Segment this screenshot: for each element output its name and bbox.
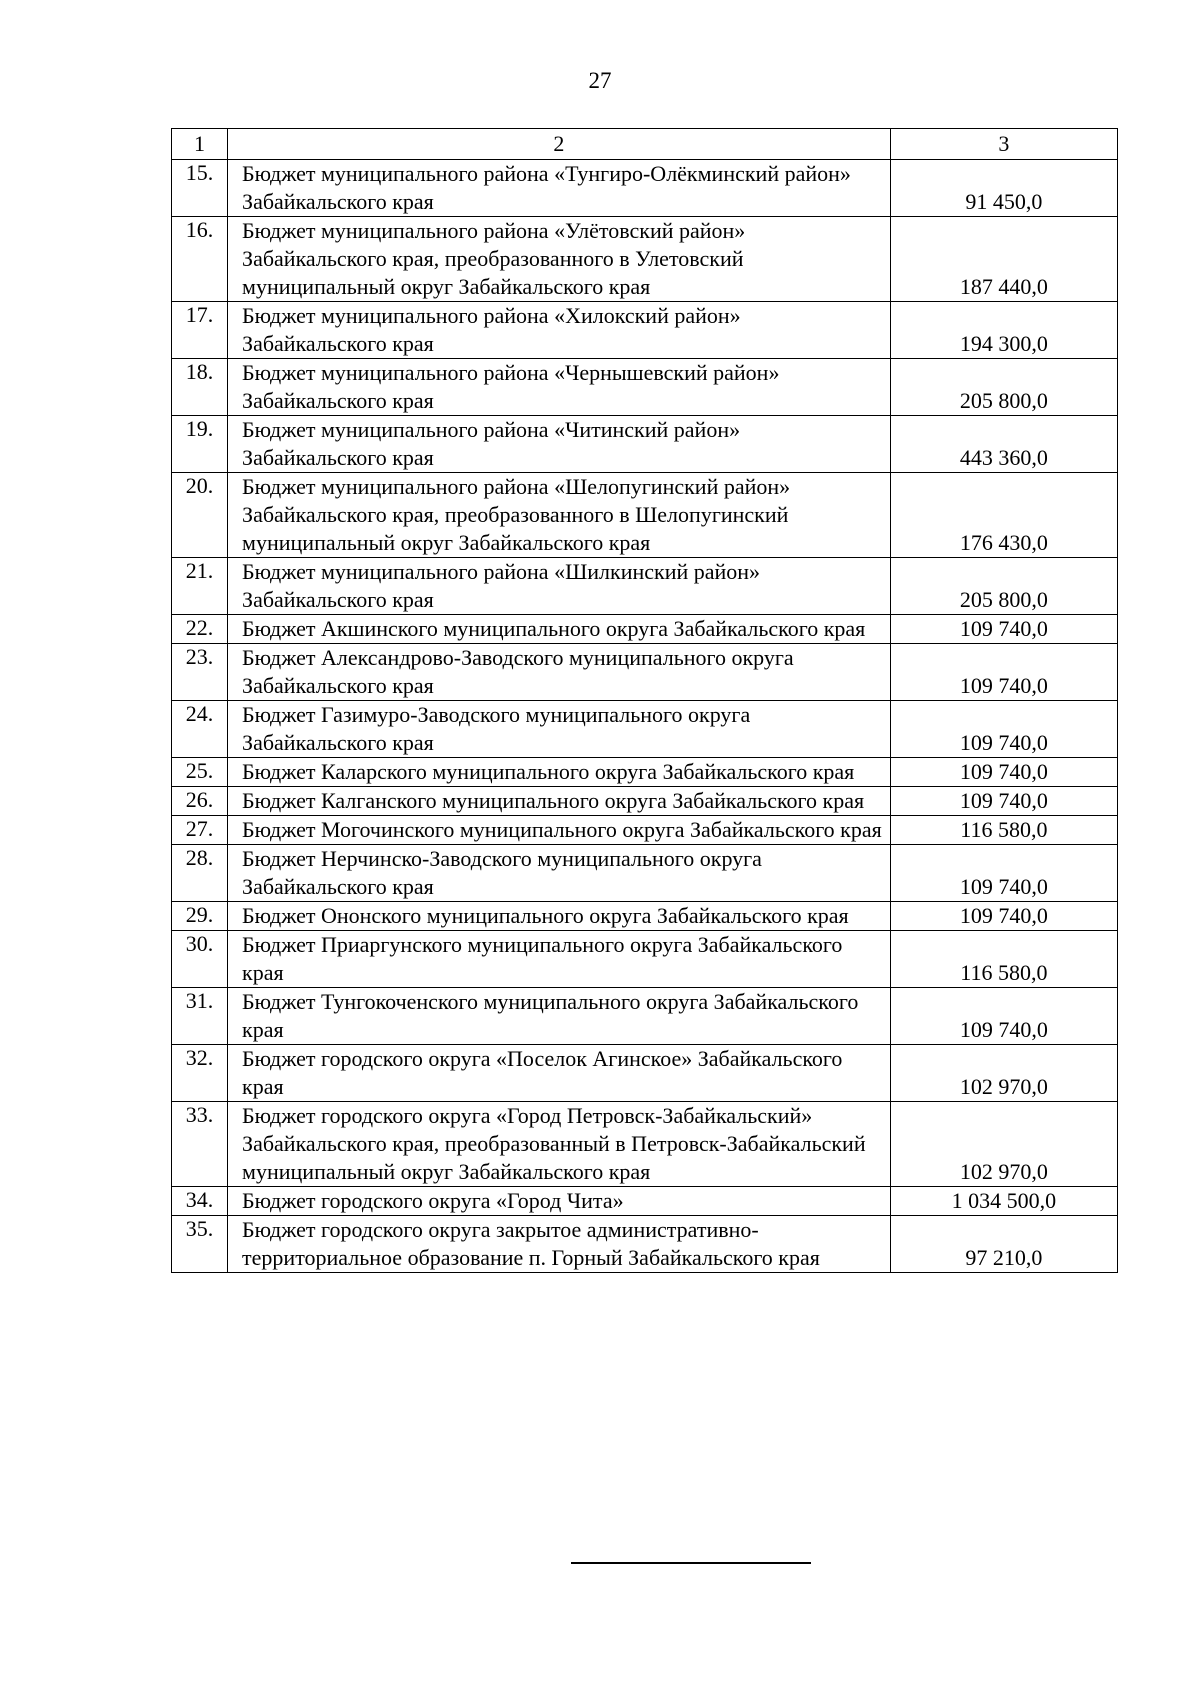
header-cell-amount: 3 [890, 129, 1117, 160]
table-row [172, 160, 1118, 217]
row-amount: 443 360,0 [890, 416, 1117, 473]
row-budget-name: Бюджет муниципального района «Шилкинский район» Забайкальского края [228, 558, 891, 615]
table-row [172, 816, 1118, 845]
row-number: 25. [172, 758, 228, 787]
row-number: 27. [172, 816, 228, 845]
table-row [172, 988, 1118, 1045]
row-budget-name: Бюджет городского округа «Город Чита» [228, 1187, 891, 1216]
row-number: 21. [172, 558, 228, 615]
row-amount: 102 970,0 [890, 1045, 1117, 1102]
row-amount: 109 740,0 [890, 701, 1117, 758]
table-row [172, 845, 1118, 902]
row-number: 24. [172, 701, 228, 758]
row-budget-name: Бюджет Акшинского муниципального округа Забайкальского края [228, 615, 891, 644]
row-number: 32. [172, 1045, 228, 1102]
row-number: 30. [172, 931, 228, 988]
row-budget-name: Бюджет городского округа «Город Петровск-Забайкальский» Забайкальского края, преобразованный в Петровск-Забайкальский муниципальный округ Забайкальского края [228, 1102, 891, 1187]
row-budget-name: Бюджет муниципального района «Чернышевский район» Забайкальского края [228, 359, 891, 416]
row-amount: 91 450,0 [890, 160, 1117, 217]
row-budget-name: Бюджет муниципального района «Тунгиро-Олёкминский район» Забайкальского края [228, 160, 891, 217]
row-budget-name: Бюджет муниципального района «Хилокский район» Забайкальского края [228, 302, 891, 359]
table-row [172, 902, 1118, 931]
row-number: 31. [172, 988, 228, 1045]
table-row [172, 1187, 1118, 1216]
table-row [172, 931, 1118, 988]
row-budget-name: Бюджет муниципального района «Улётовский район» Забайкальского края, преобразованного в Улетовский муниципальный округ Забайкальского края [228, 217, 891, 302]
header-cell-num: 1 [172, 129, 228, 160]
row-amount: 205 800,0 [890, 558, 1117, 615]
table-row [172, 1216, 1118, 1273]
row-number: 26. [172, 787, 228, 816]
row-number: 19. [172, 416, 228, 473]
table-row [172, 787, 1118, 816]
row-amount: 109 740,0 [890, 988, 1117, 1045]
row-amount: 109 740,0 [890, 845, 1117, 902]
row-amount: 109 740,0 [890, 787, 1117, 816]
row-number: 35. [172, 1216, 228, 1273]
table-row [172, 217, 1118, 302]
row-number: 15. [172, 160, 228, 217]
row-number: 17. [172, 302, 228, 359]
row-amount: 109 740,0 [890, 902, 1117, 931]
row-budget-name: Бюджет городского округа «Поселок Агинское» Забайкальского края [228, 1045, 891, 1102]
table-row [172, 644, 1118, 701]
row-number: 20. [172, 473, 228, 558]
row-number: 34. [172, 1187, 228, 1216]
table-row [172, 758, 1118, 787]
row-budget-name: Бюджет городского округа закрытое административно-территориальное образование п. Горный Забайкальского края [228, 1216, 891, 1273]
row-amount: 97 210,0 [890, 1216, 1117, 1273]
row-budget-name: Бюджет Газимуро-Заводского муниципального округа Забайкальского края [228, 701, 891, 758]
page-number: 27 [588, 68, 612, 93]
row-amount: 116 580,0 [890, 816, 1117, 845]
end-of-document-line [571, 1562, 811, 1564]
row-budget-name: Бюджет Каларского муниципального округа Забайкальского края [228, 758, 891, 787]
row-amount: 116 580,0 [890, 931, 1117, 988]
table-row [172, 615, 1118, 644]
row-budget-name: Бюджет Ононского муниципального округа Забайкальского края [228, 902, 891, 931]
row-amount: 205 800,0 [890, 359, 1117, 416]
row-budget-name: Бюджет Калганского муниципального округа Забайкальского края [228, 787, 891, 816]
row-budget-name: Бюджет муниципального района «Читинский район» Забайкальского края [228, 416, 891, 473]
row-budget-name: Бюджет Александрово-Заводского муниципального округа Забайкальского края [228, 644, 891, 701]
row-amount: 1 034 500,0 [890, 1187, 1117, 1216]
table-row [172, 359, 1118, 416]
row-budget-name: Бюджет муниципального района «Шелопугинский район» Забайкальского края, преобразованного в Шелопугинский муниципальный округ Забайкальского края [228, 473, 891, 558]
table-row [172, 1045, 1118, 1102]
table-row [172, 558, 1118, 615]
row-number: 28. [172, 845, 228, 902]
row-number: 23. [172, 644, 228, 701]
table-header-row [172, 129, 1118, 160]
row-amount: 187 440,0 [890, 217, 1117, 302]
row-number: 22. [172, 615, 228, 644]
row-amount: 109 740,0 [890, 758, 1117, 787]
row-number: 18. [172, 359, 228, 416]
row-budget-name: Бюджет Могочинского муниципального округа Забайкальского края [228, 816, 891, 845]
row-number: 16. [172, 217, 228, 302]
table-row [172, 416, 1118, 473]
header-cell-name: 2 [228, 129, 891, 160]
row-amount: 176 430,0 [890, 473, 1117, 558]
table-row [172, 302, 1118, 359]
row-amount: 194 300,0 [890, 302, 1117, 359]
row-budget-name: Бюджет Нерчинско-Заводского муниципального округа Забайкальского края [228, 845, 891, 902]
row-number: 29. [172, 902, 228, 931]
table-row [172, 473, 1118, 558]
row-amount: 102 970,0 [890, 1102, 1117, 1187]
row-budget-name: Бюджет Тунгокоченского муниципального округа Забайкальского края [228, 988, 891, 1045]
row-budget-name: Бюджет Приаргунского муниципального округа Забайкальского края [228, 931, 891, 988]
row-number: 33. [172, 1102, 228, 1187]
row-amount: 109 740,0 [890, 615, 1117, 644]
budget-table [171, 128, 1118, 1273]
table-row [172, 1102, 1118, 1187]
table-row [172, 701, 1118, 758]
row-amount: 109 740,0 [890, 644, 1117, 701]
